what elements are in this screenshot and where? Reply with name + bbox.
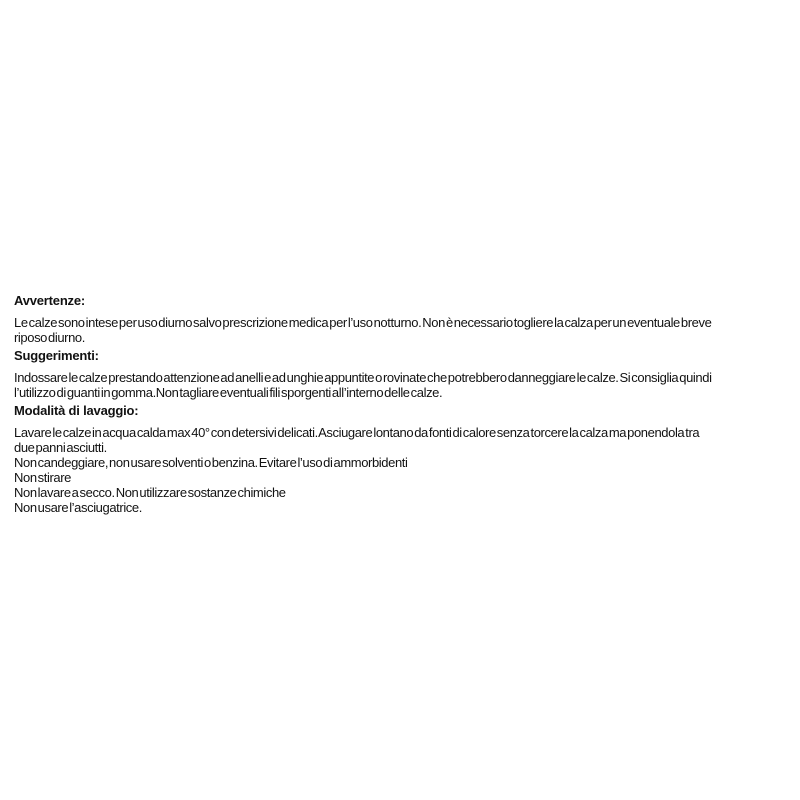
care-text-line: Non stirare [14, 470, 71, 485]
care-text-line: riposo diurno. [14, 330, 85, 345]
care-text-line: Non usare l’asciugatrice. [14, 500, 142, 515]
care-text-line: Non lavare a secco. Non utilizzare sostanze chimiche [14, 485, 286, 500]
care-text-line: Indossare le calze prestando attenzione ad anelli e ad unghie appuntite o rovinate che potrebbero danneggiare le calze. Si consiglia quindi [14, 370, 712, 385]
section-suggerimenti [14, 348, 794, 400]
care-instructions [14, 293, 794, 515]
section-avvertenze [14, 293, 794, 345]
care-text-line: due panni asciutti. [14, 440, 107, 455]
care-text-line: Non candeggiare, non usare solventi o benzina. Evitare l’uso di ammorbidenti [14, 455, 408, 470]
care-text-line: Lavare le calze in acqua calda max 40° con detersivi delicati. Asciugare lontano da fonti di calore senza torcere la calza ma ponendola tra [14, 425, 700, 440]
care-text-line: Le calze sono intese per uso diurno salvo prescrizione medica per l’uso notturno. Non è necessario togliere la calza per un eventuale breve [14, 315, 712, 330]
section-heading-avvertenze: Avvertenze: [14, 293, 86, 308]
section-heading-modalita-di-lavaggio: Modalità di lavaggio: [14, 403, 139, 418]
section-modalita-di-lavaggio [14, 403, 794, 515]
care-text-line: l’utilizzo di guanti in gomma.Non tagliare eventuali fili sporgenti all’interno delle calze. [14, 385, 443, 400]
section-heading-suggerimenti: Suggerimenti: [14, 348, 99, 363]
